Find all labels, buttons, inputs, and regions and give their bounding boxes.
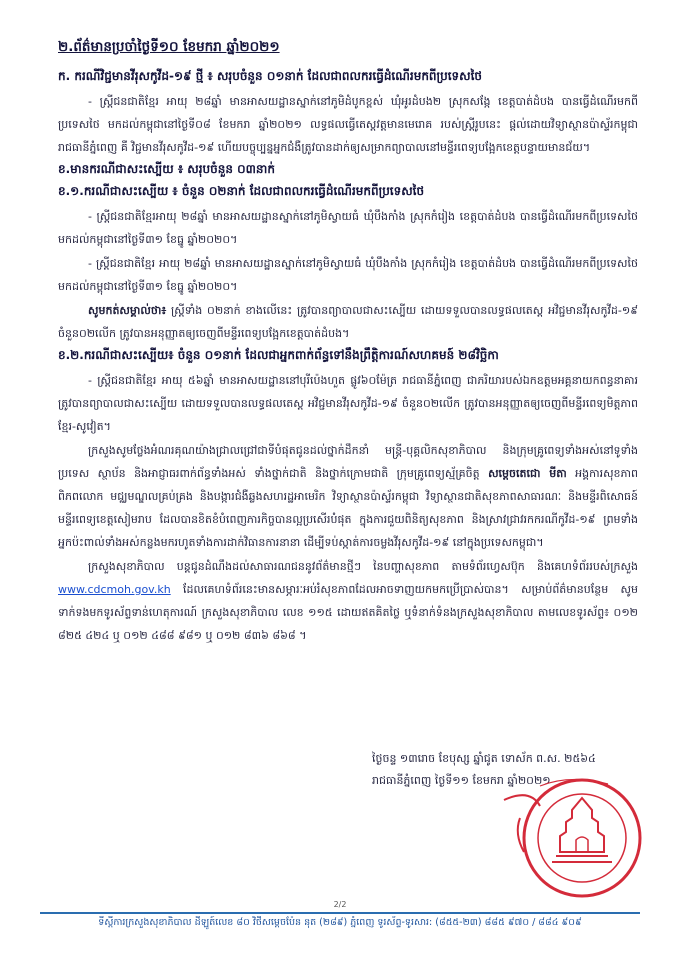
thanks-bold-name: សម្តេចតេជោ មីតា <box>488 467 567 480</box>
footer-divider <box>40 912 640 914</box>
document-body <box>58 38 638 648</box>
ministry-seal-icon <box>500 772 650 902</box>
section-ka-heading: ក. ករណីវិជ្ជមានវីរុសកូវីដ-១៩ ថ្មី ៖ សរុបចំនួន ០១នាក់ ដែលជាពលករធ្វើដំណើរមកពីប្រទេសថៃ <box>58 69 483 83</box>
footer-address: ទីស្តីការក្រសួងសុខាភិបាល ដីឡូត៍លេខ ៨០ វិថីសម្តេចប៉ែន នុត (២៨៩) ភ្នំពេញ ទូរស័ព្ទ-ទូរសារ: (៨៥៥-២៣) ៨៨៥ ៩៧០ / ៨៨៤ ៩០៩ <box>98 917 582 928</box>
section-ka-paragraph: - ស្ត្រីជនជាតិខ្មែរ អាយុ ២៨ឆ្នាំ មានអាសយដ្ឋានស្នាក់នៅភូមិដំបូកខ្ពស់ ឃុំអូរដំបង២ ស្រុកសង្កែ ខេត្តបាត់ដំបង បានធ្វើដំណើរមកពីប្រទេសថៃ មកដល់កម្ពុជានៅថ្ងៃទី០៨ ខែមករា ឆ្នាំ២០២១ លទ្ធផលធ្វើតេស្តវត្តមានមេរោគ របស់ស្ត្រីរូបនេះ ផ្តល់ដោយវិទ្យាស្ថានប៉ាស្ទ័រកម្ពុជា រាជធានីភ្នំពេញ គឺ វិជ្ជមានវីរុសកូវីដ-១៩ ហើយបច្ចុប្បន្នអ្នកជំងឺត្រូវបានដាក់ឲ្យសម្រាកព្យាបាលនៅមន្ទីរពេទ្យបង្អែកខេត្តបន្ទាយមានជ័យ។ <box>58 95 638 154</box>
section-kha1-note <box>58 299 638 345</box>
page-number: 2/2 <box>333 900 347 909</box>
contact-paragraph <box>58 555 638 647</box>
section-kha1-heading: ខ.១.ករណីជាសះស្បើយ ៖ ចំនួន ០២នាក់ ដែលជាពលករធ្វើដំណើរមកពីប្រទេសថៃ <box>58 184 425 198</box>
section-kha1-paragraph-1: - ស្ត្រីជនជាតិខ្មែរអាយុ ២៨ឆ្នាំ មានអាសយដ្ឋានស្នាក់នៅភូមិស្វាយធំ ឃុំបឹងកាំង ស្រុកកំរៀង ខេត្តបាត់ដំបង បានធ្វើដំណើរមកពីប្រទេសថៃ មកដល់កម្ពុជានៅថ្ងៃទី៣១ ខែធ្នូ ឆ្នាំ២០២០។ <box>58 210 638 246</box>
website-link[interactable]: www.cdcmoh.gov.kh <box>58 583 171 596</box>
section-kha1-paragraph-2: - ស្ត្រីជនជាតិខ្មែរ អាយុ ២៨ឆ្នាំ មានអាសយដ្ឋានស្នាក់នៅភូមិស្វាយធំ ឃុំបឹងកាំង ស្រុកកំរៀង ខេត្តបាត់ដំបង បានធ្វើដំណើរមកពីប្រទេសថៃ មកដល់កម្ពុជានៅថ្ងៃទី៣១ ខែធ្នូ ឆ្នាំ២០២០។ <box>58 257 638 293</box>
signature-lunar-date: ថ្ងៃចន្ទ ១៣រោច ខែបុស្ស ឆ្នាំជូត ទោស័ក ព.ស. ២៥៦៤ <box>372 752 596 765</box>
thanks-paragraph <box>58 439 638 554</box>
contact-text-1: ក្រសួងសុខាភិបាល បន្តជូនដំណឹងដល់សាធារណជននូវព័ត៌មានថ្មីៗ នៃបញ្ហាសុខភាព តាមទំព័រហ្វេសប៊ុក និងគេហទំព័ររបស់ក្រសួង <box>88 560 638 573</box>
thanks-text-1: ក្រសួងសូមថ្លែងអំណរគុណយ៉ាងជ្រាលជ្រៅជាទីបំផុតជូនដល់ថ្នាក់ដឹកនាំ មន្ត្រី-បុគ្គលិកសុខាភិបាល និងក្រុមគ្រូពេទ្យទាំងអស់នៅទូទាំងប្រទេស ស្ថាប័ន និងអាជ្ញាធរពាក់ព័ន្ធទាំងអស់ ទាំងថ្នាក់ជាតិ និងថ្នាក់ក្រោមជាតិ ក្រុមគ្រូពេទ្យស្ម័គ្រចិត្ត <box>58 444 638 480</box>
note-label: សូមកត់សម្គាល់ថា៖ <box>88 304 167 317</box>
thanks-text-2: អង្គការសុខភាពពិភពលោក មជ្ឈមណ្ឌលគ្រប់គ្រង និងបង្ការជំងឺឆ្លងសហរដ្ឋអាមេរិក វិទ្យាស្ថានប៉ាស្ទ័រកម្ពុជា វិទ្យាស្ថានជាតិសុខភាពសាធារណៈ និងមន្ទីរពិសោធន៍មន្ទីរពេទ្យខេត្តសៀមរាប ដែលបានខិតខំបំពេញភារកិច្ចបានល្អប្រសើរបំផុត ក្នុងការជួយពិនិត្យសុខភាព និងស្រាវជ្រាវរកករណីកូវីដ-១៩ ព្រមទាំងអ្នកប៉ះពាល់ទាំងអស់កន្លងមករហូតទាំងការដាក់វិធានការនានា ដើម្បីទប់ស្កាត់ការចម្លងវីរុសកូវីដ-១៩ នៅក្នុងប្រទេសកម្ពុជា។ <box>58 467 638 549</box>
section-kha-heading: ខ.មានករណីជាសះស្បើយ ៖ សរុបចំនួន ០៣នាក់ <box>58 162 275 176</box>
document-title: ២.ព័ត៌មានប្រចាំថ្ងៃទី១០ ខែមករា ឆ្នាំ២០២១ <box>58 39 280 55</box>
note-text: ស្ត្រីទាំង ០២នាក់ ខាងលើនេះ ត្រូវបានព្យាបាលជាសះស្បើយ ដោយទទួលបានលទ្ធផលតេស្ត អវិជ្ជមានវីរុសកូវីដ-១៩ ចំនួន០២លើក ត្រូវបានអនុញ្ញាតឲ្យចេញពីមន្ទីរពេទ្យបង្អែកខេត្តបាត់ដំបង។ <box>58 304 638 340</box>
section-kha2-paragraph: - ស្ត្រីជនជាតិខ្មែរ អាយុ ៥៦ឆ្នាំ មានអាសយដ្ឋាននៅបុរីប៉េងហួត ផ្លូវ៦០ម៉ែត្រ រាជធានីភ្នំពេញ ជាភរិយារបស់ឯកឧត្តមអគ្គនាយកពន្ធនាគារ ត្រូវបានព្យាបាលជាសះស្បើយ ដោយទទួលបានលទ្ធផលតេស្ត អវិជ្ជមានវីរុសកូវីដ-១៩ ចំនួន០២លើក ត្រូវបានអនុញ្ញាតឲ្យចេញពីមន្ទីរពេទ្យមិត្តភាពខ្មែរ-សូវៀត។ <box>58 374 638 433</box>
section-kha2-heading: ខ.២.ករណីជាសះស្បើយ៖ ចំនួន ០១នាក់ ដែលជាអ្នកពាក់ព័ន្ធទៅនឹងព្រឹត្តិការណ៍សហគមន៍ ២៨វិច្ឆិកា <box>58 348 499 362</box>
contact-text-2: ដែលគេហទំព័រនេះមានសម្ភារៈអប់រំសុខភាពដែលអាចទាញយកមកប្រើប្រាស់បាន។ សម្រាប់ព័ត៌មានបន្ថែម សូមទាក់ទងមកទូរស័ព្ទទាន់ហេតុការណ៍ ក្រសួងសុខាភិបាល លេខ ១១៥ ដោយឥតគិតថ្លៃ ឬទំនាក់ទំនងក្រសួងសុខាភិបាល តាមលេខទូរស័ព្ទ៖ ០១២ ៨២៥ ៤២៤ ឬ ០១២ ៤៨៨ ៩៨១ ឬ ០១២ ៨៣៦ ៨៦៨ ។ <box>58 583 638 642</box>
signature-place-date: រាជធានីភ្នំពេញ ថ្ងៃទី១១ ខែមករា ឆ្នាំ២០២១ <box>372 774 551 787</box>
